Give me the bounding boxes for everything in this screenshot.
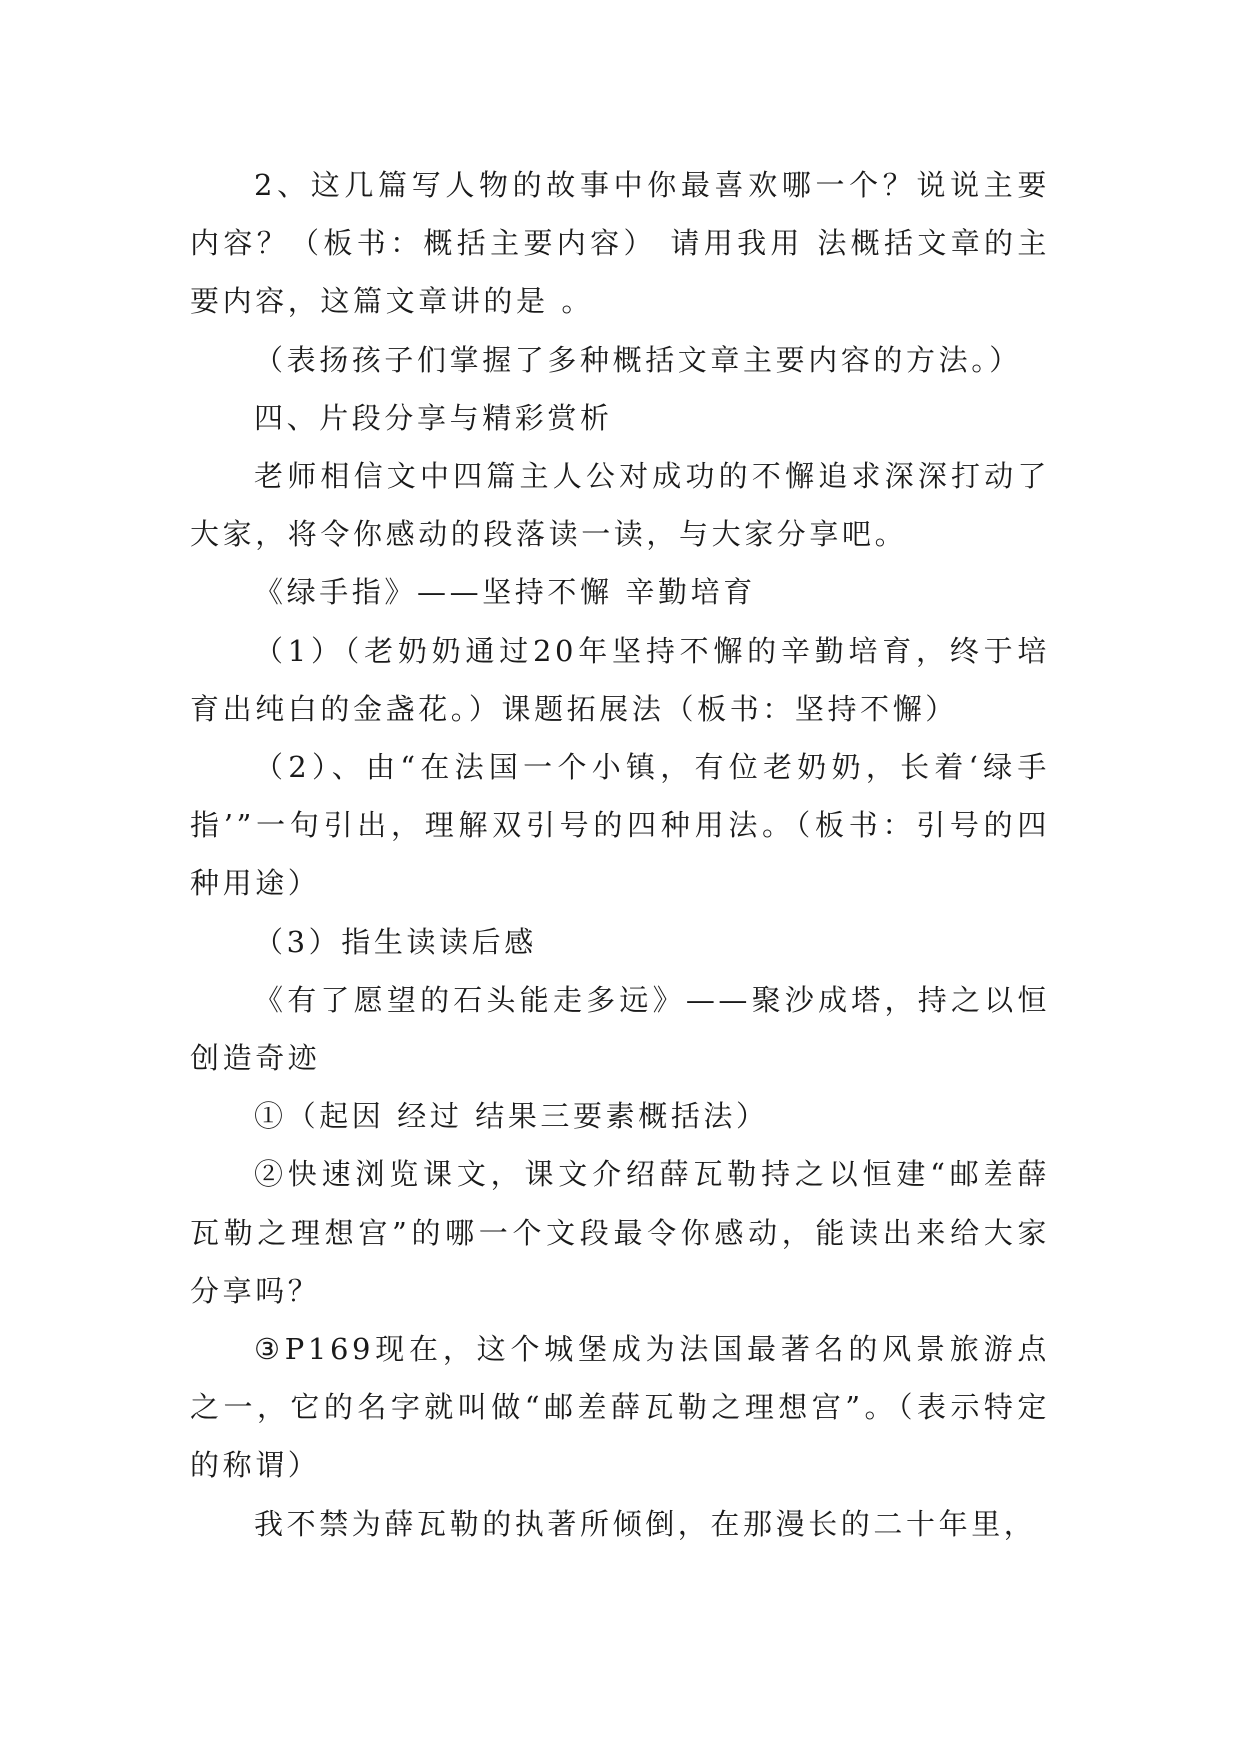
- subheading-green-fingers: 《绿手指》——坚持不懈 辛勤培育: [254, 575, 756, 610]
- document-page: [190, 156, 1050, 1553]
- paragraph-item-3: （3）指生读读后感: [254, 924, 537, 959]
- section-heading-fragment-sharing: 四、片段分享与精彩赏析: [254, 400, 613, 435]
- paragraph-circled-2: ②快速浏览课文，课文介绍薛瓦勒持之以恒建“邮差薛瓦勒之理想宫”的哪一个文段最令你感动，能读出来给大家分享吗？: [190, 1157, 1050, 1308]
- subheading-stone-wish: 《有了愿望的石头能走多远》——聚沙成塔，持之以恒创造奇迹: [190, 982, 1050, 1076]
- paragraph-item-1: （1）（老奶奶通过20年坚持不懈的辛勤培育，终于培育出纯白的金盏花。）课题拓展法（板书：坚持不懈）: [190, 633, 1050, 726]
- paragraph-question-main-content: 2、这几篇写人物的故事中你最喜欢哪一个？说说主要内容？（板书：概括主要内容） 请用我用 法概括文章的主要内容，这篇文章讲的是 。: [190, 168, 1050, 319]
- paragraph-closing: 我不禁为薛瓦勒的执著所倾倒，在那漫长的二十年里，: [254, 1506, 1037, 1541]
- paragraph-circled-3: ③P169现在，这个城堡成为法国最著名的风景旅游点之一，它的名字就叫做“邮差薛瓦勒之理想宫”。（表示特定的称谓）: [190, 1332, 1050, 1483]
- paragraph-teacher-intro: 老师相信文中四篇主人公对成功的不懈追求深深打动了大家，将令你感动的段落读一读，与大家分享吧。: [190, 459, 1050, 552]
- paragraph-praise-note: （表扬孩子们掌握了多种概括文章主要内容的方法。）: [254, 342, 1022, 377]
- paragraph-circled-1: ①（起因 经过 结果三要素概括法）: [254, 1099, 769, 1134]
- paragraph-item-2: （2）、由“在法国一个小镇，有位老奶奶，长着‘绿手指’”一句引出，理解双引号的四种用法。（板书：引号的四种用途）: [190, 750, 1050, 901]
